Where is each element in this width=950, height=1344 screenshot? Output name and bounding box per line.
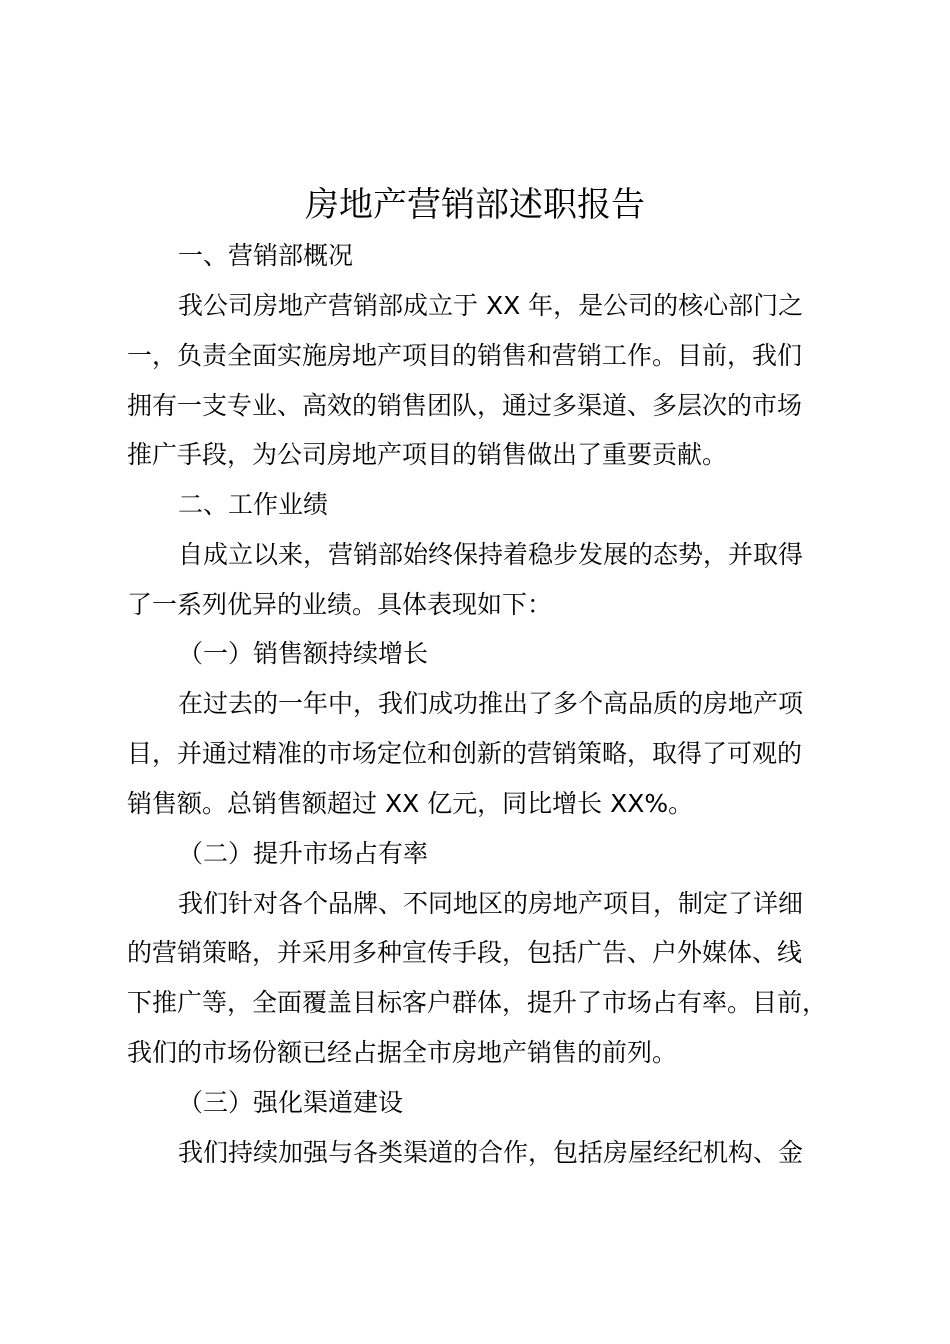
section-heading-overview: 一、营销部概况 — [178, 241, 354, 270]
paragraph-line: 自成立以来，营销部始终保持着稳步发展的态势，并取得 — [178, 540, 804, 569]
paragraph-line: 我们的市场份额已经占据全市房地产销售的前列。 — [127, 1038, 678, 1067]
section-heading-performance: 二、工作业绩 — [178, 490, 329, 519]
subsection-heading-market-share: （二）提升市场占有率 — [178, 839, 429, 868]
paragraph-line: 的营销策略，并采用多种宣传手段，包括广告、户外媒体、线 — [127, 938, 803, 967]
paragraph-line: 了一系列优异的业绩。具体表现如下： — [127, 590, 553, 619]
paragraph-line: 在过去的一年中，我们成功推出了多个高品质的房地产项 — [178, 689, 804, 718]
paragraph-line: 一，负责全面实施房地产项目的销售和营销工作。目前，我们 — [127, 341, 803, 370]
paragraph-line: 我们针对各个品牌、不同地区的房地产项目，制定了详细 — [178, 889, 804, 918]
subsection-heading-sales: （一）销售额持续增长 — [178, 639, 429, 668]
subsection-heading-channels: （三）强化渠道建设 — [178, 1088, 404, 1117]
paragraph-line: 我们持续加强与各类渠道的合作，包括房屋经纪机构、金 — [178, 1138, 804, 1167]
paragraph-line: 销售额。总销售额超过 XX 亿元，同比增长 XX%。 — [127, 789, 694, 818]
paragraph-line: 拥有一支专业、高效的销售团队，通过多渠道、多层次的市场 — [127, 391, 803, 420]
paragraph-line: 推广手段，为公司房地产项目的销售做出了重要贡献。 — [127, 440, 728, 469]
paragraph-line: 我公司房地产营销部成立于 XX 年，是公司的核心部门之 — [178, 291, 804, 320]
paragraph-line: 目，并通过精准的市场定位和创新的营销策略，取得了可观的 — [127, 739, 803, 768]
paragraph-line: 下推广等，全面覆盖目标客户群体，提升了市场占有率。目前， — [127, 988, 828, 1017]
document-title: 房地产营销部述职报告 — [305, 185, 645, 225]
